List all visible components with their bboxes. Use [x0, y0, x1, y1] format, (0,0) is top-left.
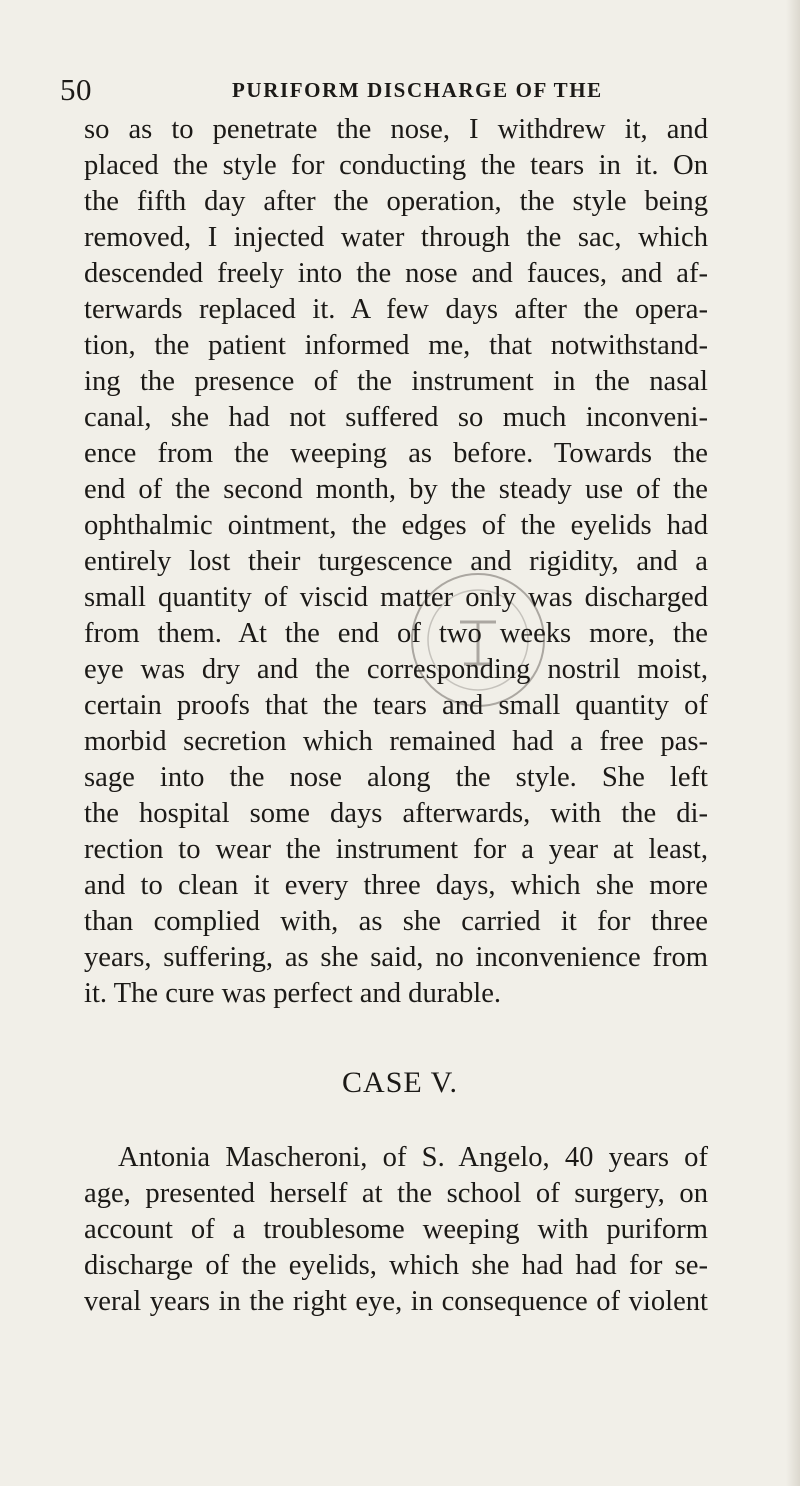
case-heading: CASE V.	[342, 1066, 458, 1099]
text-line: tion, the patient informed me, that notwithstand-	[84, 330, 708, 361]
text-line: account of a troublesome weeping with puriform	[84, 1214, 708, 1245]
text-line: the fifth day after the operation, the style being	[84, 186, 708, 217]
text-line: sage into the nose along the style. She left	[84, 762, 708, 793]
text-line: from them. At the end of two weeks more, the	[84, 618, 708, 649]
text-line: discharge of the eyelids, which she had had for se-	[84, 1250, 708, 1281]
text-line: terwards replaced it. A few days after the opera-	[84, 294, 708, 325]
text-line: ing the presence of the instrument in the nasal	[84, 366, 708, 397]
text-line: so as to penetrate the nose, I withdrew it, and	[84, 114, 708, 145]
page-edge-shadow	[786, 0, 800, 1486]
text-line: small quantity of viscid matter only was discharged	[84, 582, 708, 613]
text-line: eye was dry and the corresponding nostril moist,	[84, 654, 708, 685]
text-line: Antonia Mascheroni, of S. Angelo, 40 years of	[118, 1142, 708, 1173]
text-line: placed the style for conducting the tears in it. On	[84, 150, 708, 181]
text-line: and to clean it every three days, which she more	[84, 870, 708, 901]
text-line: age, presented herself at the school of surgery, on	[84, 1178, 708, 1209]
text-line: than complied with, as she carried it for three	[84, 906, 708, 937]
text-line: canal, she had not suffered so much inconveni-	[84, 402, 708, 433]
running-head: PURIFORM DISCHARGE OF THE	[232, 78, 603, 102]
text-line: morbid secretion which remained had a free pas-	[84, 726, 708, 757]
text-line: veral years in the right eye, in consequence of violent	[84, 1286, 708, 1317]
text-line: certain proofs that the tears and small quantity of	[84, 690, 708, 721]
text-line: removed, I injected water through the sac, which	[84, 222, 708, 253]
text-line: it. The cure was perfect and durable.	[84, 978, 502, 1009]
text-line: the hospital some days afterwards, with the di-	[84, 798, 708, 829]
text-line: years, suffering, as she said, no inconvenience from	[84, 942, 708, 973]
text-line: ence from the weeping as before. Towards the	[84, 438, 708, 469]
text-line: entirely lost their turgescence and rigidity, and a	[84, 546, 708, 577]
page-number: 50	[60, 72, 92, 107]
text-line: descended freely into the nose and fauces, and af-	[84, 258, 708, 289]
text-line: rection to wear the instrument for a year at least,	[84, 834, 708, 865]
text-line: ophthalmic ointment, the edges of the eyelids had	[84, 510, 708, 541]
text-line: end of the second month, by the steady use of the	[84, 474, 708, 505]
